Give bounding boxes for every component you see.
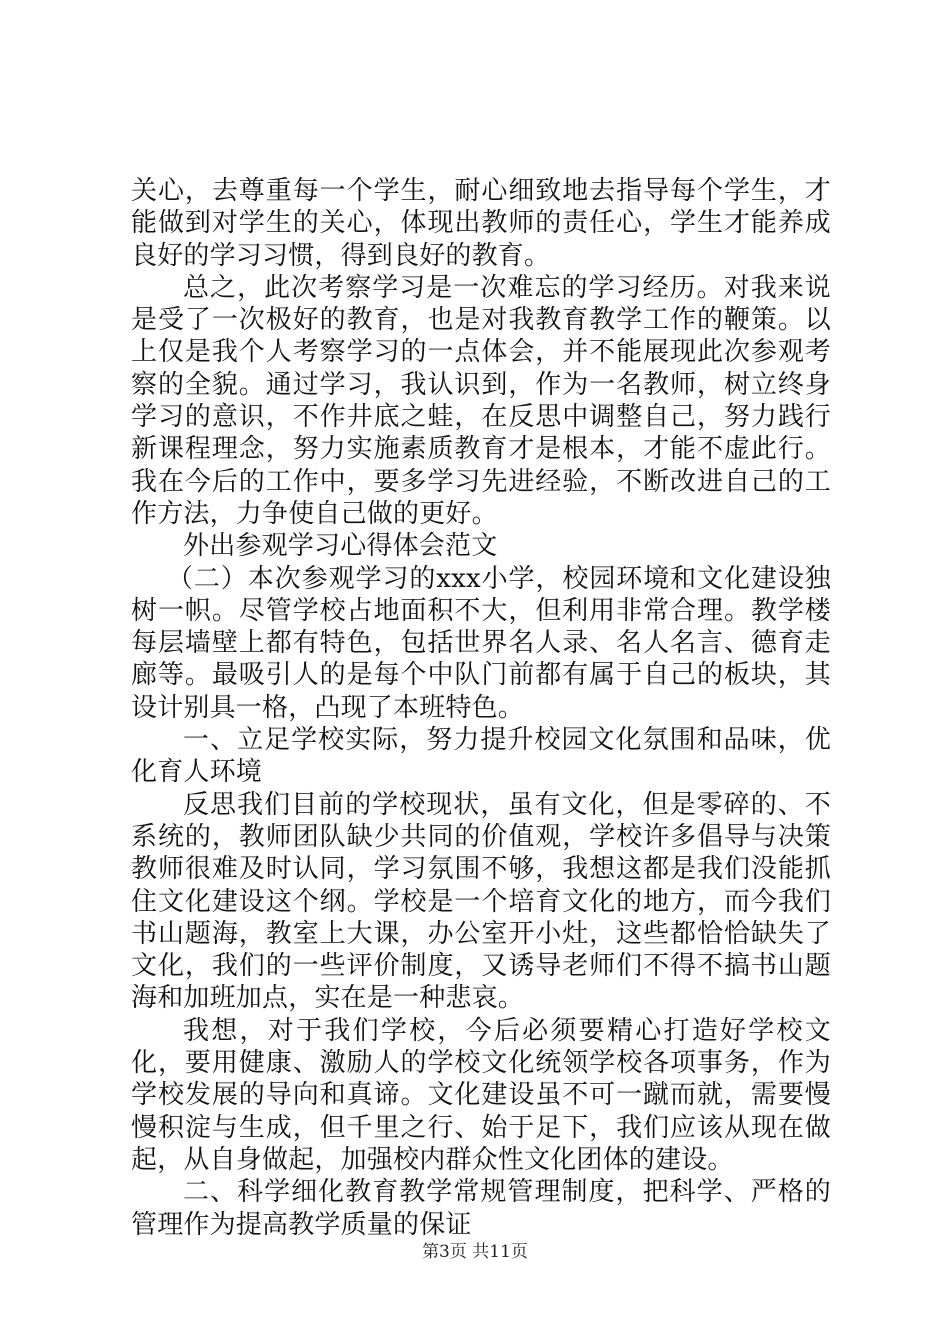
- paragraph-reflection: 反思我们目前的学校现状，虽有文化，但是零碎的、不系统的，教师团队缺少共同的价值观，学校许多倡导与决策教师很难及时认同，学习氛围不够，我想这都是我们没能抓住文化建设这个纲。学校是一个培育文化的地方，而今我们书山题海，教室上大课，办公室开小灶，这些都恰恰缺失了文化，我们的一些评价制度，又诱导老师们不得不搞书山题海和加班加点，实在是一种悲哀。: [131, 789, 831, 1014]
- page-number: 第3页 共11页: [422, 1242, 528, 1262]
- heading-one: 一、立足学校实际，努力提升校园文化氛围和品味，优化育人环境: [131, 725, 831, 788]
- paragraph-summary: 总之，此次考察学习是一次难忘的学习经历。对我来说是受了一次极好的教育，也是对我教育教学工作的鞭策。以上仅是我个人考察学习的一点体会，并不能展现此次参观考察的全貌。通过学习，我认识到，作为一名教师，树立终身学习的意识，不作井底之蛙，在反思中调整自己，努力践行新课程理念，努力实施素质教育才是根本，才能不虚此行。我在今后的工作中，要多学习先进经验，不断改进自己的工作方法，力争使自己做的更好。: [131, 272, 831, 529]
- paragraph-intro: （二）本次参观学习的xxx小学，校园环境和文化建设独树一帜。尽管学校占地面积不大，但利用非常合理。教学楼每层墙壁上都有特色，包括世界名人录、名人名言、德育走廊等。最吸引人的是每个中队门前都有属于自己的板块，其设计别具一格，凸现了本班特色。: [131, 563, 831, 723]
- paragraph-culture: 我想，对于我们学校，今后必须要精心打造好学校文化，要用健康、激励人的学校文化统领学校各项事务，作为学校发展的导向和真谛。文化建设虽不可一蹴而就，需要慢慢积淀与生成，但千里之行、始于足下，我们应该从现在做起，从自身做起，加强校内群众性文化团体的建设。: [131, 1015, 831, 1175]
- section-title: 外出参观学习心得体会范文: [183, 531, 498, 562]
- paragraph-continuation: 关心，去尊重每一个学生，耐心细致地去指导每个学生，才能做到对学生的关心，体现出教师的责任心，学生才能养成良好的学习习惯，得到良好的教育。: [131, 176, 831, 271]
- document-body: [131, 175, 831, 1241]
- heading-two: 二、科学细化教育教学常规管理制度，把科学、严格的管理作为提高教学质量的保证: [131, 1177, 831, 1240]
